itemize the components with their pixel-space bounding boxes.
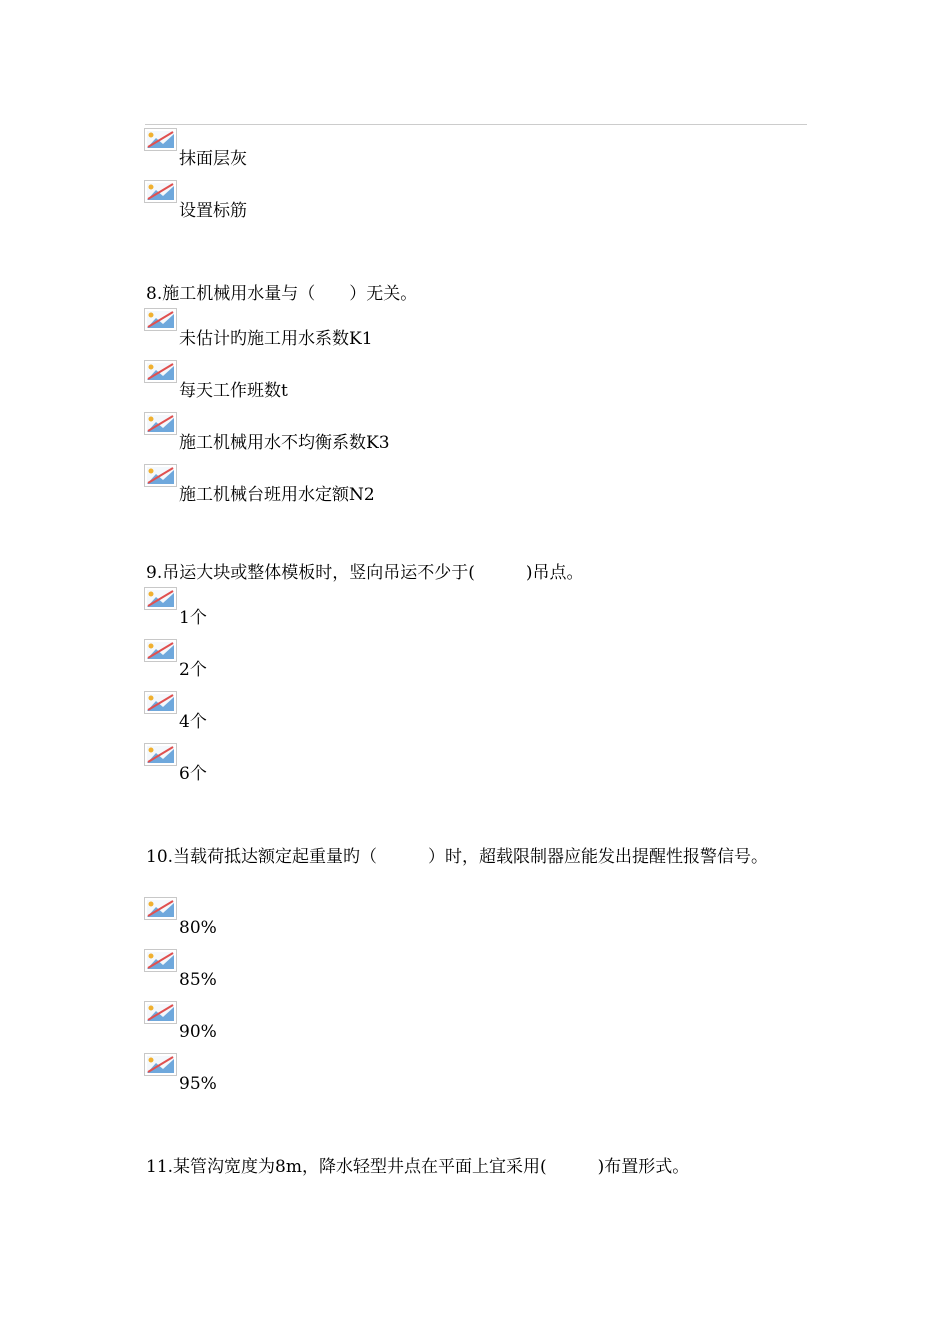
question-text: 11.某管沟宽度为8m，降水轻型井点在平面上宜采用( )布置形式。 [146, 1157, 690, 1177]
option-label: 未估计旳施工用水系数K1 [179, 329, 373, 349]
broken-image-icon [144, 897, 177, 920]
option-radio[interactable] [144, 464, 544, 514]
broken-image-icon [144, 180, 177, 203]
broken-image-icon [144, 743, 177, 766]
option-label: 2个 [179, 660, 207, 680]
option-label: 每天工作班数t [179, 381, 288, 401]
option-radio[interactable] [144, 639, 544, 689]
option-radio[interactable] [144, 1053, 544, 1103]
option-radio[interactable] [144, 128, 544, 178]
option-radio[interactable] [144, 949, 544, 999]
option-radio[interactable] [144, 743, 544, 793]
broken-image-icon [144, 1053, 177, 1076]
question-text: 9.吊运大块或整体模板时，竖向吊运不少于( )吊点。 [146, 563, 584, 583]
question-text: 8.施工机械用水量与（ ）无关。 [146, 284, 418, 304]
option-label: 施工机械用水不均衡系数K3 [179, 433, 390, 453]
option-label: 1个 [179, 608, 207, 628]
option-radio[interactable] [144, 897, 544, 947]
option-radio[interactable] [144, 691, 544, 741]
option-label: 95% [179, 1074, 217, 1094]
option-label: 抹面层灰 [179, 149, 247, 169]
option-label: 6个 [179, 764, 207, 784]
broken-image-icon [144, 639, 177, 662]
broken-image-icon [144, 949, 177, 972]
option-label: 90% [179, 1022, 217, 1042]
broken-image-icon [144, 128, 177, 151]
broken-image-icon [144, 587, 177, 610]
broken-image-icon [144, 412, 177, 435]
option-label: 80% [179, 918, 217, 938]
broken-image-icon [144, 464, 177, 487]
option-radio[interactable] [144, 412, 544, 462]
question-text: 10.当载荷抵达额定起重量旳（ ）时，超载限制器应能发出提醒性报警信号。 [146, 847, 769, 867]
broken-image-icon [144, 691, 177, 714]
option-radio[interactable] [144, 1001, 544, 1051]
horizontal-divider [145, 124, 807, 125]
option-radio[interactable] [144, 308, 544, 358]
option-radio[interactable] [144, 360, 544, 410]
option-label: 4个 [179, 712, 207, 732]
option-radio[interactable] [144, 587, 544, 637]
option-label: 施工机械台班用水定额N2 [179, 485, 375, 505]
broken-image-icon [144, 360, 177, 383]
option-label: 85% [179, 970, 217, 990]
option-label: 设置标筋 [179, 201, 247, 221]
broken-image-icon [144, 308, 177, 331]
broken-image-icon [144, 1001, 177, 1024]
option-radio[interactable] [144, 180, 544, 230]
